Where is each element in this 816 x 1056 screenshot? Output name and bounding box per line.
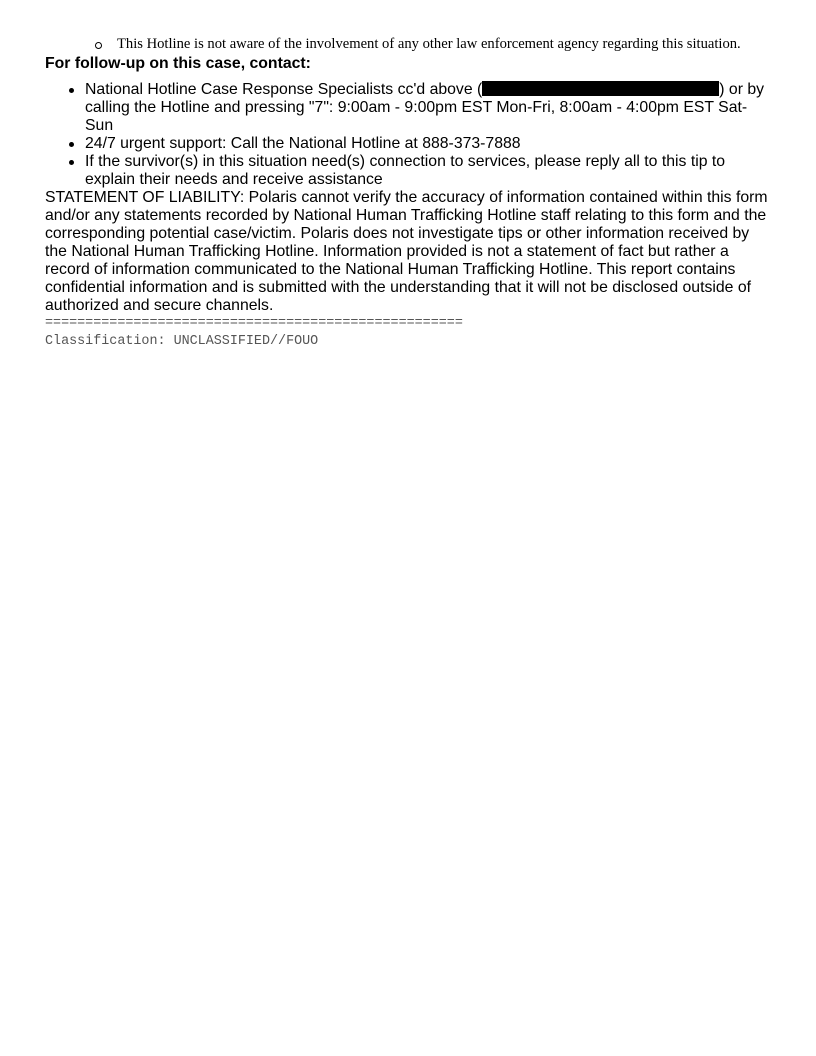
followup-item-text-before: National Hotline Case Response Specialists cc'd above ( [85, 80, 483, 98]
sub-list-item: This Hotline is not aware of the involvement of any other law enforcement agency regarding this situation. [117, 36, 767, 54]
followup-item-text-after: ) or by calling the Hotline and pressing "7": 9:00am - 9:00pm EST Mon-Fri, 8:00am - 4:00pm EST Sat-Sun [85, 80, 765, 134]
followup-item-specialists [85, 81, 775, 135]
liability-statement: STATEMENT OF LIABILITY: Polaris cannot verify the accuracy of information contained within this form and/or any statements recorded by National Human Trafficking Hotline staff relating to this form and the corresponding potential case/victim. Polaris does not investigate tips or other information received by the National Human Trafficking Hotline. Information provided is not a statement of fact but rather a record of information communicated to the National Human Trafficking Hotline. This report contains confidential information and is submitted with the understanding that it will not be disclosed outside of authorized and secure channels. [45, 188, 768, 314]
followup-heading: For follow-up on this case, contact: [45, 54, 311, 72]
redaction-block [482, 81, 719, 96]
separator-line: ==================================================== [45, 315, 463, 331]
classification-marking: Classification: UNCLASSIFIED//FOUO [45, 333, 319, 349]
followup-list [45, 81, 775, 189]
followup-item-services: If the survivor(s) in this situation need(s) connection to services, please reply all to this tip to explain their needs and receive assistance [85, 153, 775, 189]
document-page [45, 36, 775, 351]
followup-item-urgent-support: 24/7 urgent support: Call the National Hotline at 888-373-7888 [85, 135, 775, 153]
sub-list [45, 36, 775, 54]
